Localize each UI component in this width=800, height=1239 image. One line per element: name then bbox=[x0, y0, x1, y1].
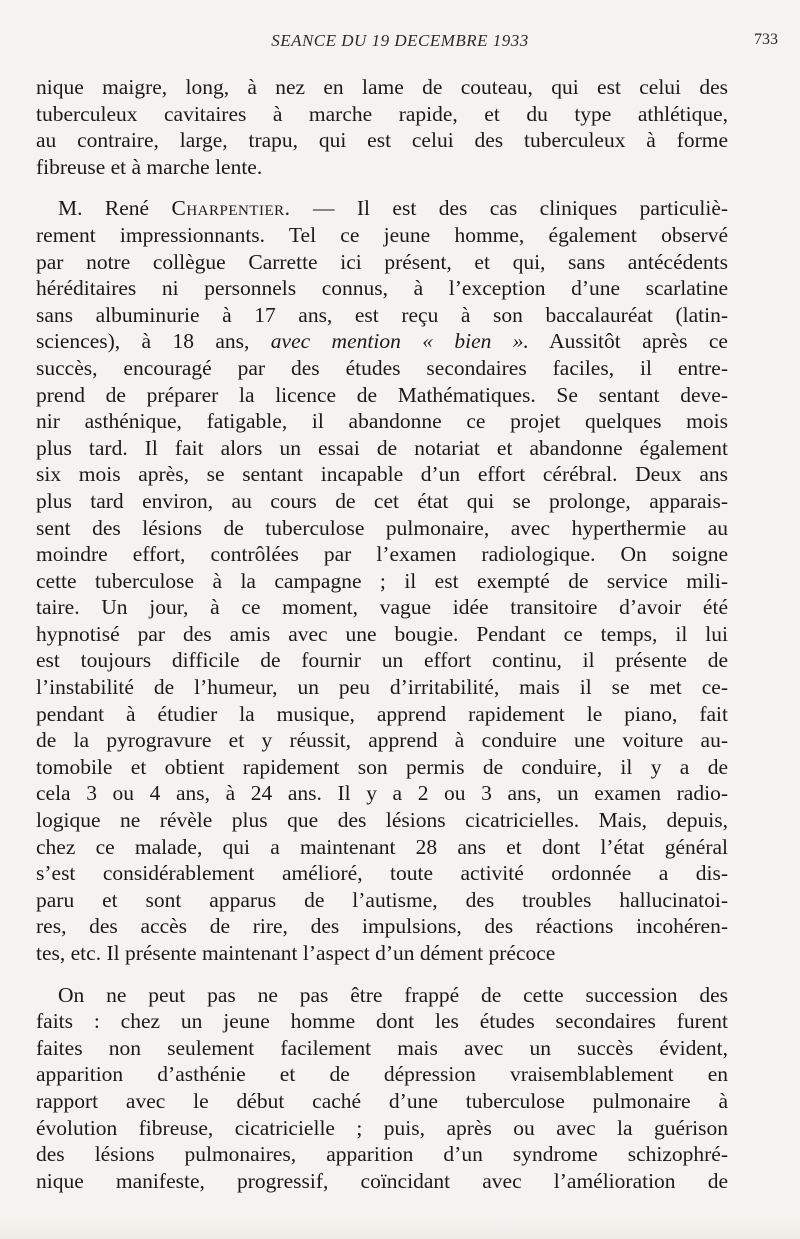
text-line: paru et sont apparus de l’autisme, des troubles hallucinatoi- bbox=[36, 887, 728, 912]
text-line: de la pyrogravure et y réussit, apprend à conduire une voiture au- bbox=[36, 728, 728, 753]
text-line: fibreuse et à marche lente. bbox=[36, 154, 263, 179]
paragraph-continuation bbox=[36, 74, 728, 180]
text-line: s’est considérablement amélioré, toute activité ordonnée a dis- bbox=[36, 861, 728, 886]
running-header bbox=[0, 31, 800, 55]
page-bottom-edge bbox=[0, 1221, 800, 1239]
text-line: cela 3 ou 4 ans, à 24 ans. Il y a 2 ou 3 ans, un examen radio- bbox=[36, 781, 728, 806]
line-text: Aussitôt après ce bbox=[549, 329, 728, 354]
text-line: taire. Un jour, à ce moment, vague idée transitoire d’avoir été bbox=[36, 595, 728, 620]
italic-phrase: avec mention « bien ». bbox=[270, 329, 529, 354]
text-line: l’instabilité de l’humeur, un peu d’irritabilité, mais il se met ce- bbox=[36, 675, 728, 700]
text-line: On ne peut pas ne pas être frappé de cette succession des bbox=[58, 982, 728, 1007]
text-line: faits : chez un jeune homme dont les études secondaires furent bbox=[36, 1009, 728, 1034]
text-line: nique maigre, long, à nez en lame de couteau, qui est celui des bbox=[36, 75, 728, 99]
text-line: évolution fibreuse, cicatricielle ; puis, après ou avec la guérison bbox=[36, 1115, 728, 1140]
text-line bbox=[36, 195, 728, 222]
text-line bbox=[36, 328, 728, 355]
text-line: hypnotisé par des amis avec une bougie. Pendant ce temps, il lui bbox=[36, 621, 728, 646]
body-text bbox=[36, 74, 728, 1194]
text-line: par notre collègue Carrette ici présent, et qui, sans antécédents bbox=[36, 249, 728, 274]
text-line: plus tard. Il fait alors un essai de notariat et abandonne également bbox=[36, 435, 728, 460]
paragraph-conclusion bbox=[36, 982, 728, 1195]
speaker-surname: Charpentier. bbox=[171, 196, 291, 221]
text-line: prend de préparer la licence de Mathématiques. Se sentant deve- bbox=[36, 382, 728, 407]
text-line: six mois après, se sentant incapable d’un effort cérébral. Deux ans bbox=[36, 462, 728, 487]
text-line: plus tard environ, au cours de cet état qui se prolonge, apparais- bbox=[36, 488, 728, 513]
text-line: chez ce malade, qui a maintenant 28 ans et dont l’état général bbox=[36, 834, 728, 859]
text-line: res, des accès de rire, des impulsions, des réactions incohéren- bbox=[36, 914, 728, 939]
text-line: rapport avec le début caché d’une tuberculose pulmonaire à bbox=[36, 1088, 728, 1113]
text-line: nique manifeste, progressif, coïncidant avec l’amélioration de bbox=[36, 1168, 728, 1193]
text-line: sent des lésions de tuberculose pulmonaire, avec hyperthermie au bbox=[36, 515, 728, 540]
text-line: tomobile et obtient rapidement son permis de conduire, il y a de bbox=[36, 754, 728, 779]
page-number: 733 bbox=[754, 31, 778, 48]
text-line: apparition d’asthénie et de dépression vraisemblablement en bbox=[36, 1062, 728, 1087]
text-line: succès, encouragé par des études secondaires faciles, il entre- bbox=[36, 355, 728, 380]
text-line: nir asthénique, fatigable, il abandonne ce projet quelques mois bbox=[36, 409, 728, 434]
speaker-prefix: M. René bbox=[58, 196, 150, 221]
text-line: faites non seulement facilement mais avec un succès évident, bbox=[36, 1035, 728, 1060]
text-line: sans albuminurie à 17 ans, est reçu à son baccalauréat (latin- bbox=[36, 302, 728, 327]
text-line: pendant à étudier la musique, apprend rapidement le piano, fait bbox=[36, 701, 728, 726]
text-line: au contraire, large, trapu, qui est celui des tuberculeux à forme bbox=[36, 128, 728, 153]
text-line: des lésions pulmonaires, apparition d’un syndrome schizophré- bbox=[36, 1142, 728, 1167]
text-line: héréditaires ni personnels connus, à l’exception d’une scarlatine bbox=[36, 276, 728, 301]
text-line: rement impressionnants. Tel ce jeune homme, également observé bbox=[36, 222, 728, 247]
text-line: moindre effort, contrôlées par l’examen radiologique. On soigne bbox=[36, 542, 728, 567]
running-head-title: SEANCE DU 19 DECEMBRE 1933 bbox=[271, 31, 529, 50]
line-text: — Il est des cas cliniques particuliè- bbox=[312, 196, 728, 221]
text-line: tuberculeux cavitaires à marche rapide, et du type athlétique, bbox=[36, 101, 728, 126]
text-line: cette tuberculose à la campagne ; il est exempté de service mili- bbox=[36, 568, 728, 593]
text-line: tes, etc. Il présente maintenant l’aspect d’un dément précoce bbox=[36, 941, 556, 965]
text-line: logique ne révèle plus que des lésions cicatricielles. Mais, depuis, bbox=[36, 808, 728, 833]
paragraph-charpentier bbox=[36, 195, 728, 966]
text-line: est toujours difficile de fournir un effort continu, il présente de bbox=[36, 648, 728, 673]
line-text: sciences), à 18 ans, bbox=[36, 329, 250, 354]
